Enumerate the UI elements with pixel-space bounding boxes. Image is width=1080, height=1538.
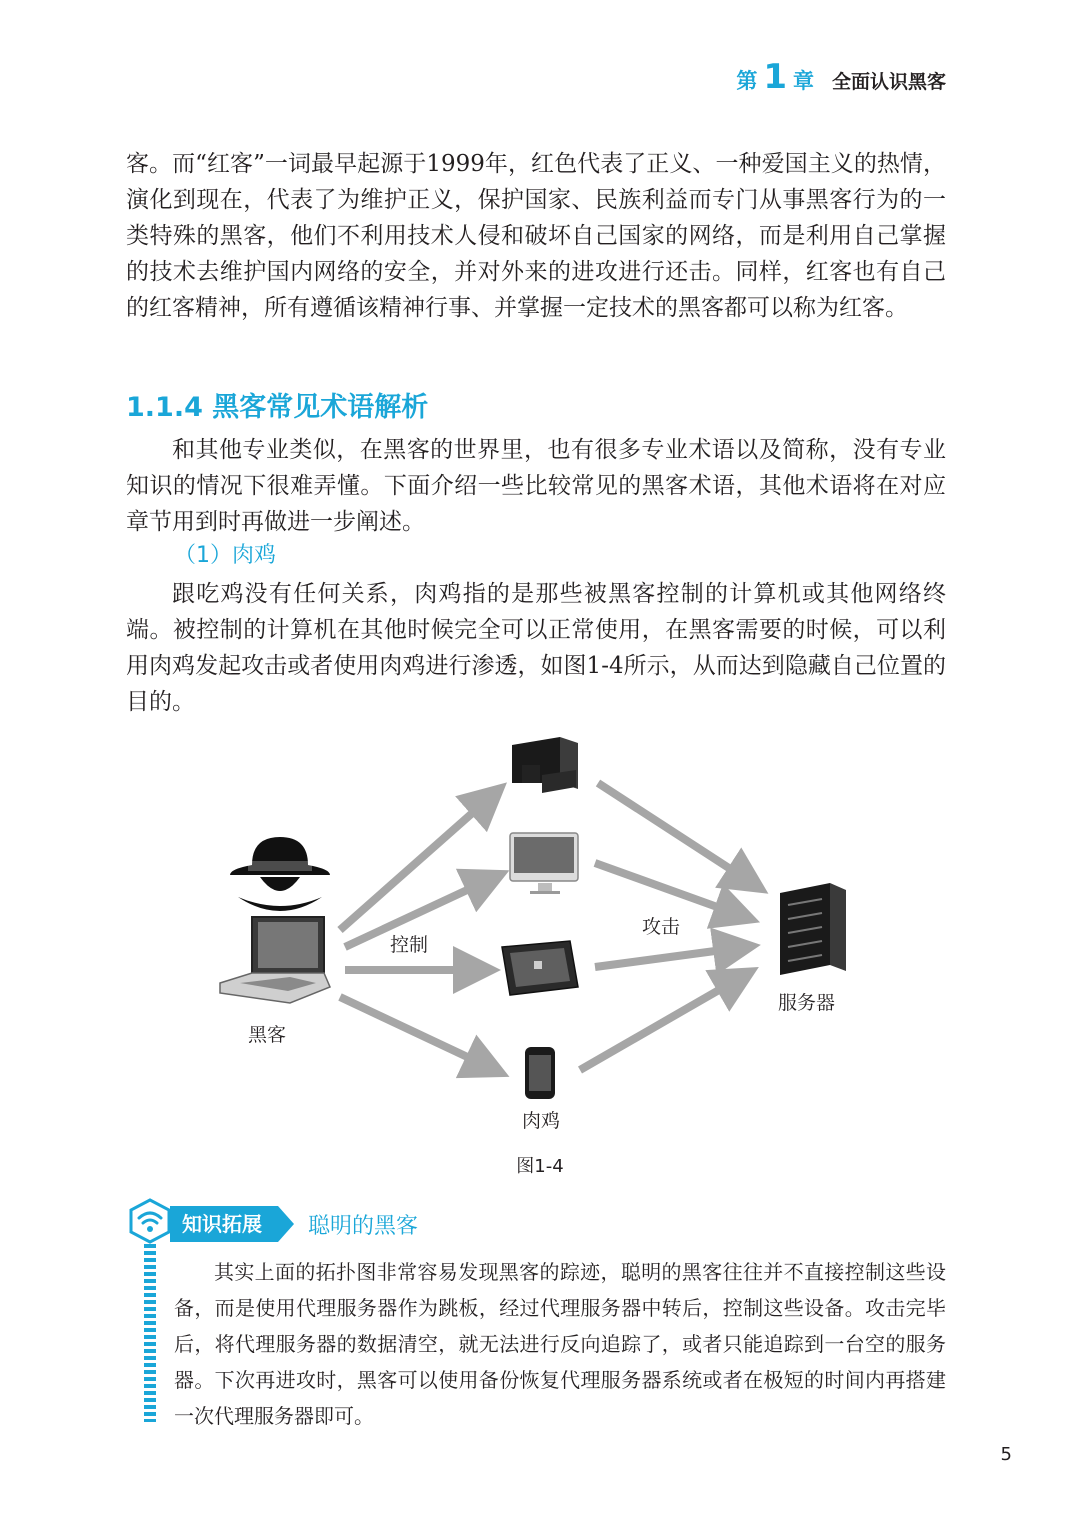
chapter-number: 1 bbox=[763, 57, 787, 97]
desktop-tower-icon bbox=[512, 737, 578, 793]
label-control: 控制 bbox=[390, 934, 429, 956]
page-number: 5 bbox=[1000, 1444, 1012, 1465]
tip-title: 聪明的黑客 bbox=[308, 1213, 419, 1239]
chapter-header bbox=[736, 57, 946, 97]
chapter-suffix: 章 bbox=[792, 69, 814, 93]
chapter-title: 全面认识黑客 bbox=[831, 71, 946, 93]
chapter-prefix: 第 bbox=[736, 69, 758, 93]
tip-body: 其实上面的拓扑图非常容易发现黑客的踪迹，聪明的黑客往往并不直接控制这些设备，而是使用代理服务器作为跳板，经过代理服务器中转后，控制这些设备。攻击完毕后，将代理服务器的数据清空，就无法进行反向追踪了，或者只能追踪到一台空的服务器。下次再进攻时，黑客可以使用备份恢复代理服务器系统或者在极短的时间内再搭建一次代理服务器即可。 bbox=[174, 1260, 946, 1428]
subsection-title: （1）肉鸡 bbox=[174, 543, 276, 568]
arrow-tablet-server bbox=[595, 947, 745, 967]
tip-side-stripe bbox=[144, 1244, 156, 1422]
paragraph-red-hacker: 客。而“红客”一词最早起源于1999年，红色代表了正义、一种爱国主义的热情，演化到现在，代表了为维护正义，保护国家、民族利益而专门从事黑客行为的一类特殊的黑客，他们不利用技术人侵和破坏自己国家的网络，而是利用自己掌握的技术去维护国内网络的安全，并对外来的进攻进行还击。同样，红客也有自己的红客精神，所有遵循该精神行事、并掌握一定技术的黑客都可以称为红客。 bbox=[126, 151, 946, 321]
wifi-hexagon-icon bbox=[128, 1198, 172, 1244]
paragraph-zombie: 跟吃鸡没有任何关系，肉鸡指的是那些被黑客控制的计算机或其他网络终端。被控制的计算机在其他时候完全可以正常使用，在黑客需要的时候，可以利用肉鸡发起攻击或者使用肉鸡进行渗透，如图1-4所示，从而达到隐藏自己位置的目的。 bbox=[126, 581, 946, 715]
label-server: 服务器 bbox=[778, 992, 836, 1014]
label-attack: 攻击 bbox=[642, 916, 681, 938]
hacker-icon bbox=[230, 837, 330, 911]
arrow-phone-server bbox=[580, 975, 745, 1070]
tip-label: 知识拓展 bbox=[170, 1206, 278, 1242]
phone-icon bbox=[525, 1047, 555, 1099]
label-zombie: 肉鸡 bbox=[522, 1110, 561, 1132]
tablet-icon bbox=[502, 941, 578, 995]
paragraph-terms-intro: 和其他专业类似，在黑客的世界里，也有很多专业术语以及简称，没有专业知识的情况下很难弄懂。下面介绍一些比较常见的黑客术语，其他术语将在对应章节用到时再做进一步阐述。 bbox=[126, 437, 946, 535]
arrow-imac-server bbox=[595, 863, 745, 917]
arrow-hacker-phone bbox=[340, 997, 495, 1070]
network-topology-diagram bbox=[190, 725, 890, 1145]
imac-icon bbox=[510, 833, 578, 894]
figure-caption: 图1-4 bbox=[516, 1156, 564, 1177]
server-icon bbox=[780, 883, 846, 975]
knowledge-extension-header bbox=[170, 1206, 418, 1242]
laptop-icon bbox=[220, 917, 330, 1003]
section-title: 1.1.4 黑客常见术语解析 bbox=[126, 392, 429, 423]
label-hacker: 黑客 bbox=[248, 1024, 287, 1046]
